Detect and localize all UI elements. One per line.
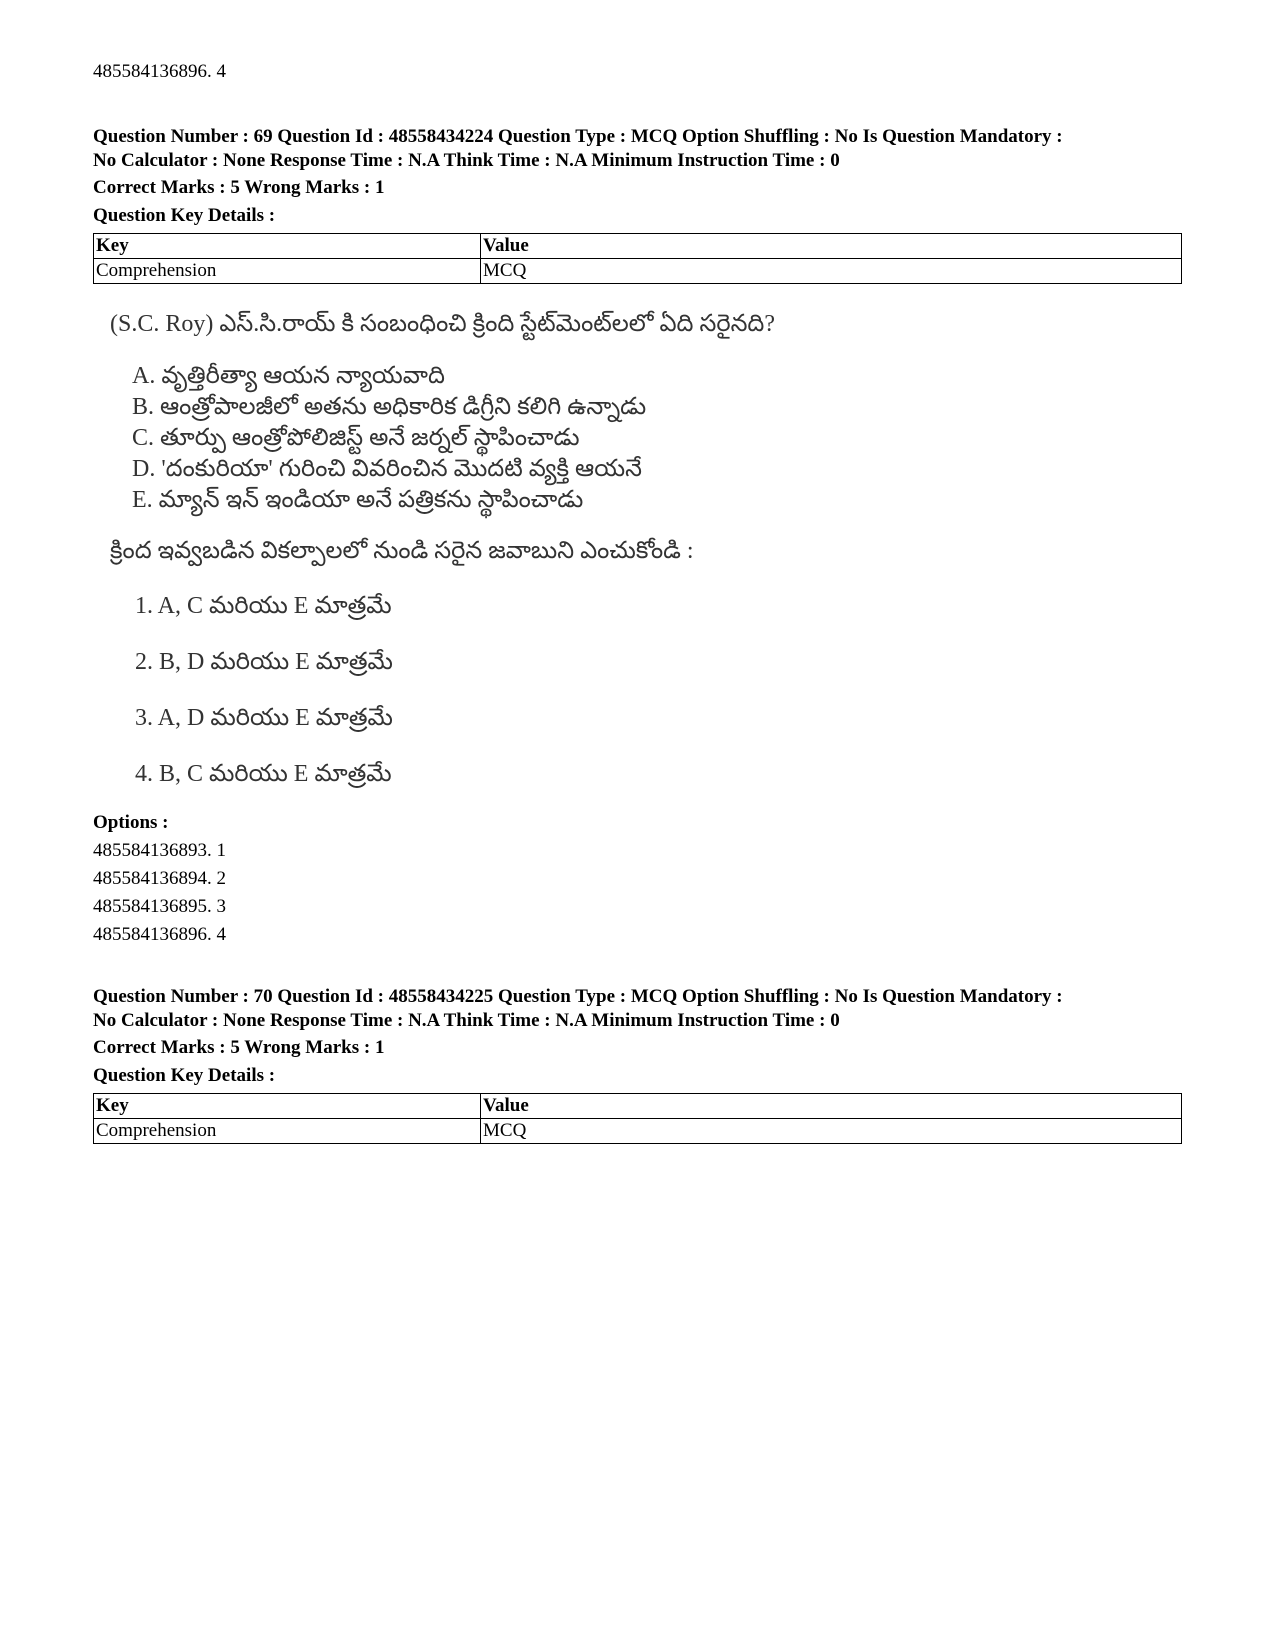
options-label: Options : bbox=[93, 812, 169, 833]
value-cell: MCQ bbox=[481, 259, 1182, 284]
statement-d: D. 'దంకురియా' గురించి వివరించిన మొదటి వ్యక్తి ఆయనే bbox=[132, 456, 642, 482]
q69-key-table bbox=[93, 233, 1182, 284]
option-1: 485584136893. 1 bbox=[93, 840, 226, 861]
q69-header-line2: No Calculator : None Response Time : N.A Think Time : N.A Minimum Instruction Time : 0 bbox=[93, 150, 840, 171]
statement-a: A. వృత్తిరీత్యా ఆయన న్యాయవాది bbox=[132, 363, 445, 389]
statement-b: B. ఆంత్రోపాలజీలో అతను అధికారిక డిగ్రీని కలిగి ఉన్నాడు bbox=[132, 394, 647, 420]
question-image bbox=[110, 310, 910, 830]
instruction-text: క్రింద ఇవ్వబడిన వికల్పాలలో నుండి సరైన జవాబుని ఎంచుకోండి : bbox=[110, 538, 694, 564]
q69-marks: Correct Marks : 5 Wrong Marks : 1 bbox=[93, 177, 385, 198]
q69-header-line1: Question Number : 69 Question Id : 48558434224 Question Type : MCQ Option Shuffling : No Is Question Mandatory : bbox=[93, 126, 1063, 147]
statement-c: C. తూర్పు ఆంత్రోపోలిజిస్ట్ అనే జర్నల్ స్థాపించాడు bbox=[132, 425, 580, 451]
q69-header bbox=[93, 125, 1183, 173]
table-row bbox=[94, 259, 1182, 284]
value-cell: MCQ bbox=[481, 1119, 1182, 1144]
q70-header bbox=[93, 985, 1183, 1033]
key-cell: Comprehension bbox=[94, 259, 481, 284]
q69-key-details-label: Question Key Details : bbox=[93, 205, 276, 226]
choice-1: 1. A, C మరియు E మాత్రమే bbox=[135, 593, 392, 619]
previous-option-line: 485584136896. 4 bbox=[93, 61, 226, 82]
q70-key-details-label: Question Key Details : bbox=[93, 1065, 276, 1086]
option-3: 485584136895. 3 bbox=[93, 896, 226, 917]
table-header-row bbox=[94, 1094, 1182, 1119]
q70-header-line1: Question Number : 70 Question Id : 48558434225 Question Type : MCQ Option Shuffling : No Is Question Mandatory : bbox=[93, 986, 1063, 1007]
choice-3: 3. A, D మరియు E మాత్రమే bbox=[135, 705, 393, 731]
table-header-row bbox=[94, 234, 1182, 259]
q70-header-line2: No Calculator : None Response Time : N.A Think Time : N.A Minimum Instruction Time : 0 bbox=[93, 1010, 840, 1031]
q70-marks: Correct Marks : 5 Wrong Marks : 1 bbox=[93, 1037, 385, 1058]
choice-4: 4. B, C మరియు E మాత్రమే bbox=[135, 761, 392, 787]
key-cell: Comprehension bbox=[94, 1119, 481, 1144]
statement-e: E. మ్యాన్ ఇన్ ఇండియా అనే పత్రికను స్థాపించాడు bbox=[132, 487, 584, 513]
value-header: Value bbox=[481, 234, 1182, 259]
option-4: 485584136896. 4 bbox=[93, 924, 226, 945]
q70-key-table bbox=[93, 1093, 1182, 1144]
value-header: Value bbox=[481, 1094, 1182, 1119]
key-header: Key bbox=[94, 234, 481, 259]
question-text: (S.C. Roy) ఎస్.సి.రాయ్ కి సంబంధించి క్రింది స్టేట్‌మెంట్‌లలో ఏది సరైనది? bbox=[110, 311, 776, 337]
choice-2: 2. B, D మరియు E మాత్రమే bbox=[135, 649, 393, 675]
key-header: Key bbox=[94, 1094, 481, 1119]
option-2: 485584136894. 2 bbox=[93, 868, 226, 889]
table-row bbox=[94, 1119, 1182, 1144]
